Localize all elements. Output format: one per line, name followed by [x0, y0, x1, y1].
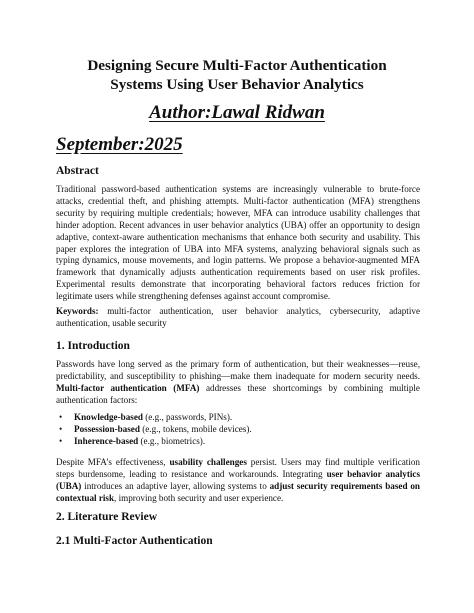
mfa-subheading: 2.1 Multi-Factor Authentication: [56, 535, 213, 547]
abstract-heading: Abstract: [56, 165, 99, 177]
author-line: Author:Lawal Ridwan: [149, 102, 325, 123]
keywords-text: multi-factor authentication, user behavior analytics, cybersecurity, adaptive authentication, usable security: [56, 306, 420, 328]
title-line-2: Systems Using User Behavior Analytics: [110, 76, 364, 93]
intro-p1-text-c: addresses these shortcomings by combining multiple authentication factors:: [56, 382, 420, 405]
intro-p2-text-c: persist. Users may find multiple verification steps burdensome, leading to resistance and workarounds. Integrating: [56, 457, 420, 479]
bullet-icon: •: [59, 412, 63, 422]
list-item-bold: Inherence-based: [74, 435, 139, 446]
literature-heading: 2. Literature Review: [56, 511, 158, 523]
keywords: [56, 306, 420, 330]
intro-p1-bold-mfa: Multi-factor authentication (MFA): [56, 382, 200, 393]
list-item-bold: Knowledge-based: [74, 412, 143, 422]
list-item: [56, 436, 252, 448]
list-item-bold: Possession-based: [74, 423, 140, 434]
intro-p2-text-e: introduces an adaptive layer, allowing systems to: [81, 480, 270, 491]
list-item-text: (e.g., biometrics).: [138, 435, 206, 446]
bullet-icon: •: [59, 423, 63, 434]
intro-paragraph-2: [56, 457, 420, 505]
intro-p2-text-a: Despite MFA’s effectiveness,: [56, 457, 170, 467]
factor-list: [56, 412, 252, 448]
list-item: [56, 424, 252, 436]
intro-p2-bold-uba: user behavior analytics (UBA): [56, 468, 420, 491]
title-line-1: Designing Secure Multi-Factor Authentication: [87, 57, 387, 74]
date-line: September:2025: [56, 134, 183, 155]
list-item: [56, 412, 252, 424]
intro-p2-text-g: , improving both security and user experience.: [114, 492, 284, 503]
list-item-text: (e.g., tokens, mobile devices).: [139, 423, 252, 434]
paper-title: [40, 56, 434, 94]
intro-p2-bold-adjust: adjust security requirements based on contextual risk: [56, 480, 420, 503]
bullet-icon: •: [59, 435, 63, 446]
intro-heading: 1. Introduction: [56, 340, 130, 352]
intro-p1-text-a: Passwords have long served as the primary form of authentication, but their weaknesses—reuse, predictability, and susceptibility to phishing—make them inadequate for modern security needs.: [56, 359, 420, 381]
list-item-text: (e.g., passwords, PINs).: [142, 412, 233, 422]
intro-paragraph-1: [56, 359, 420, 407]
abstract-text: Traditional password-based authentication systems are increasingly vulnerable to brute-force attacks, credential theft, and phishing attempts. Multi-factor authentication (MFA) strengthens security by requiring multiple credentials; however, MFA can introduce usability challenges that hinder adoption. Recent advances in user behavior analytics (UBA) offer an opportunity to design adaptive, context-aware authentication mechanisms that enhance both security and usability. This paper explores the integration of UBA into MFA systems, analyzing behavioral signals such as typing dynamics, mouse movements, and login patterns. We propose a behavior-augmented MFA framework that dynamically adjusts authentication requirements based on user risk profiles. Experimental results demonstrate that incorporating behavioral factors reduces friction for legitimate users while strengthening defenses against account compromise.: [56, 184, 420, 302]
keywords-label: Keywords:: [56, 306, 99, 316]
intro-p2-bold-usability: usability challenges: [169, 457, 247, 467]
